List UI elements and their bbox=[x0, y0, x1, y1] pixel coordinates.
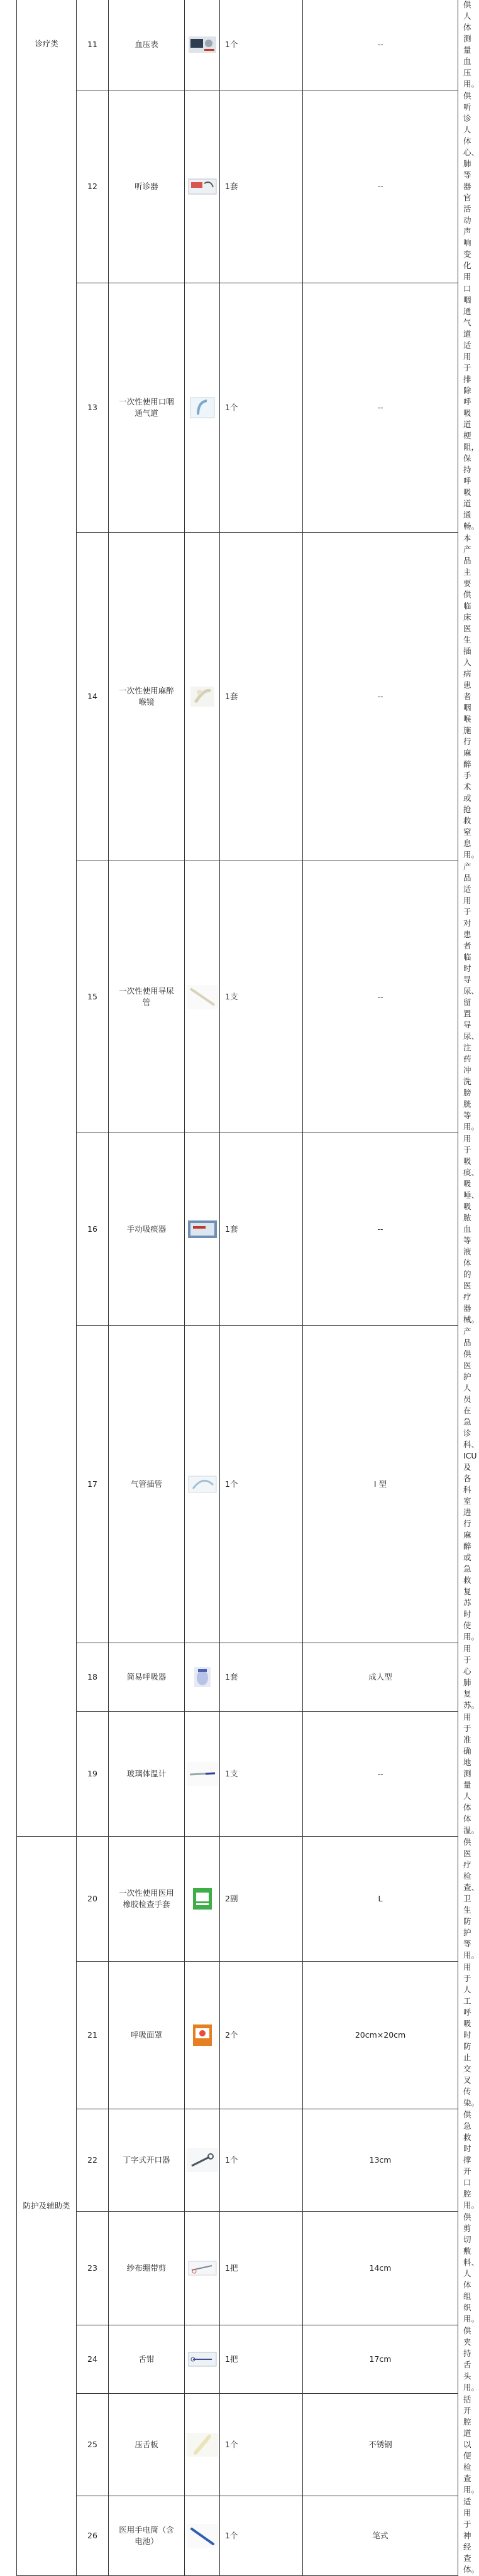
stethoscope-box-image bbox=[187, 175, 218, 198]
item-number: 17 bbox=[77, 1326, 109, 1643]
laryngoscope-image bbox=[187, 685, 218, 709]
breathing-mask-package-image bbox=[187, 2023, 218, 2047]
item-number: 24 bbox=[77, 2325, 109, 2394]
item-spec: -- bbox=[303, 533, 458, 861]
item-name: 气管插管 bbox=[109, 1326, 185, 1643]
table-row: 15 一次性使用导尿管 1支 -- 产品适用于对患者临时导尿、留置导尿、注药冲洗膀胱等用。 bbox=[17, 861, 458, 1133]
table-row: 18 简易呼吸器 1套 成人型 用于心肺复苏。 bbox=[17, 1643, 458, 1712]
item-number: 16 bbox=[77, 1133, 109, 1326]
blood-pressure-monitor-image bbox=[187, 33, 218, 57]
item-quantity: 1把 bbox=[220, 2212, 303, 2325]
item-image bbox=[185, 0, 220, 90]
table-row: 12 听诊器 1套 -- 供听诊人体心、肺等器官活动声响变化用 bbox=[17, 90, 458, 283]
item-image bbox=[185, 2496, 220, 2576]
item-name: 一次性使用医用橡胶检查手套 bbox=[109, 1837, 185, 1962]
category-cell: 诊疗类 bbox=[17, 0, 77, 1837]
item-number: 11 bbox=[77, 0, 109, 90]
table-row: 诊疗类 11 血压表 1个 -- 供人体测量血压用。 bbox=[17, 0, 458, 90]
item-quantity: 1套 bbox=[220, 533, 303, 861]
item-number: 23 bbox=[77, 2212, 109, 2325]
item-number: 15 bbox=[77, 861, 109, 1133]
item-name: 手动吸痰器 bbox=[109, 1133, 185, 1326]
table-row: 17 气管插管 1个 I 型 产品供医护人员在急诊科、ICU及各科室进行麻醉或急救复苏时使用。 bbox=[17, 1326, 458, 1643]
item-name: 血压表 bbox=[109, 0, 185, 90]
table-row: 16 手动吸痰器 1套 -- 用于吸痰、吸唾、吸脓血等液体的医疗器械。 bbox=[17, 1133, 458, 1326]
item-quantity: 1个 bbox=[220, 283, 303, 533]
table-row: 22 丁字式开口器 1个 13cm 供急救时撑开口腔用。 bbox=[17, 2109, 458, 2212]
thermometer-image bbox=[187, 1762, 218, 1786]
item-spec: -- bbox=[303, 1133, 458, 1326]
item-spec: 笔式 bbox=[303, 2496, 458, 2576]
table-row: 防护及辅助类 20 一次性使用医用橡胶检查手套 2副 L 供医疗检查、卫生防护等用。 bbox=[17, 1837, 458, 1962]
tongue-forceps-image bbox=[187, 2347, 218, 2371]
item-name: 丁字式开口器 bbox=[109, 2109, 185, 2212]
endotracheal-tube-image bbox=[187, 1472, 218, 1496]
table-row: 24 舌钳 1把 17cm 供夹持舌头用。 bbox=[17, 2325, 458, 2394]
item-image bbox=[185, 2325, 220, 2394]
item-number: 22 bbox=[77, 2109, 109, 2212]
item-quantity: 1套 bbox=[220, 1643, 303, 1712]
item-spec: -- bbox=[303, 1712, 458, 1837]
resuscitator-bag-image bbox=[187, 1665, 218, 1689]
item-spec: -- bbox=[303, 0, 458, 90]
item-spec: 不锈钢 bbox=[303, 2394, 458, 2496]
item-spec: 成人型 bbox=[303, 1643, 458, 1712]
tongue-depressor-image bbox=[187, 2433, 218, 2457]
item-spec: 20cm×20cm bbox=[303, 1962, 458, 2109]
item-quantity: 1支 bbox=[220, 861, 303, 1133]
table-row: 13 一次性使用口咽通气道 1个 -- 口咽通气道适用于排除呼吸道梗阻，保持呼吸道通畅。 bbox=[17, 283, 458, 533]
item-number: 21 bbox=[77, 1962, 109, 2109]
item-spec: 17cm bbox=[303, 2325, 458, 2394]
equipment-table bbox=[16, 0, 479, 2576]
item-quantity: 1套 bbox=[220, 1133, 303, 1326]
item-quantity: 1个 bbox=[220, 0, 303, 90]
item-name: 一次性使用口咽通气道 bbox=[109, 283, 185, 533]
item-number: 14 bbox=[77, 533, 109, 861]
item-number: 19 bbox=[77, 1712, 109, 1837]
item-image bbox=[185, 2212, 220, 2325]
category-cell: 防护及辅助类 bbox=[17, 1837, 77, 2576]
item-name: 舌钳 bbox=[109, 2325, 185, 2394]
item-spec: -- bbox=[303, 861, 458, 1133]
item-name: 纱布绷带剪 bbox=[109, 2212, 185, 2325]
item-spec: L bbox=[303, 1837, 458, 1962]
item-quantity: 1个 bbox=[220, 2496, 303, 2576]
item-number: 12 bbox=[77, 90, 109, 283]
item-image bbox=[185, 861, 220, 1133]
item-name: 呼吸面罩 bbox=[109, 1962, 185, 2109]
item-number: 25 bbox=[77, 2394, 109, 2496]
item-image bbox=[185, 1962, 220, 2109]
item-image bbox=[185, 2394, 220, 2496]
item-number: 20 bbox=[77, 1837, 109, 1962]
item-number: 26 bbox=[77, 2496, 109, 2576]
item-name: 压舌板 bbox=[109, 2394, 185, 2496]
item-quantity: 1套 bbox=[220, 90, 303, 283]
item-quantity: 1把 bbox=[220, 2325, 303, 2394]
item-name: 一次性使用导尿管 bbox=[109, 861, 185, 1133]
item-number: 13 bbox=[77, 283, 109, 533]
item-image bbox=[185, 283, 220, 533]
item-spec: -- bbox=[303, 283, 458, 533]
item-quantity: 1个 bbox=[220, 2394, 303, 2496]
item-spec: -- bbox=[303, 90, 458, 283]
item-image bbox=[185, 1837, 220, 1962]
item-spec: 14cm bbox=[303, 2212, 458, 2325]
item-name: 听诊器 bbox=[109, 90, 185, 283]
item-image bbox=[185, 2109, 220, 2212]
table-row: 26 医用手电筒（含电池） 1个 笔式 适用于神经查体。 bbox=[17, 2496, 458, 2576]
item-name: 玻璃体温计 bbox=[109, 1712, 185, 1837]
item-name: 一次性使用麻醉喉镜 bbox=[109, 533, 185, 861]
item-quantity: 2个 bbox=[220, 1962, 303, 2109]
table-row: 23 纱布绷带剪 1把 14cm 供剪切敷料、人体组织用。 bbox=[17, 2212, 458, 2325]
penlight-image bbox=[187, 2524, 218, 2548]
table-row: 14 一次性使用麻醉喉镜 1套 -- 本产品主要供临床医生插入病患者咽喉施行麻醉手术或抢救窒息用。 bbox=[17, 533, 458, 861]
item-spec: 13cm bbox=[303, 2109, 458, 2212]
catheter-image bbox=[187, 985, 218, 1009]
item-image bbox=[185, 533, 220, 861]
item-image bbox=[185, 1133, 220, 1326]
item-number: 18 bbox=[77, 1643, 109, 1712]
table-row: 25 压舌板 1个 不锈钢 括开腔道以便检查用。 bbox=[17, 2394, 458, 2496]
item-spec: I 型 bbox=[303, 1326, 458, 1643]
item-quantity: 1个 bbox=[220, 2109, 303, 2212]
airway-package-image bbox=[187, 396, 218, 420]
item-image bbox=[185, 1326, 220, 1643]
item-image bbox=[185, 1712, 220, 1837]
mouth-gag-image bbox=[187, 2148, 218, 2172]
table-row: 19 玻璃体温计 1支 -- 用于准确地测量人体体温。 bbox=[17, 1712, 458, 1837]
item-name: 简易呼吸器 bbox=[109, 1643, 185, 1712]
item-quantity: 2副 bbox=[220, 1837, 303, 1962]
item-quantity: 1支 bbox=[220, 1712, 303, 1837]
item-image bbox=[185, 1643, 220, 1712]
gloves-package-image bbox=[187, 1887, 218, 1911]
item-image bbox=[185, 90, 220, 283]
bandage-scissors-image bbox=[187, 2256, 218, 2280]
item-name: 医用手电筒（含电池） bbox=[109, 2496, 185, 2576]
suction-device-box-image bbox=[187, 1217, 218, 1241]
table-row: 21 呼吸面罩 2个 20cm×20cm 用于人工呼吸时防止交叉传染。 bbox=[17, 1962, 458, 2109]
item-quantity: 1个 bbox=[220, 1326, 303, 1643]
